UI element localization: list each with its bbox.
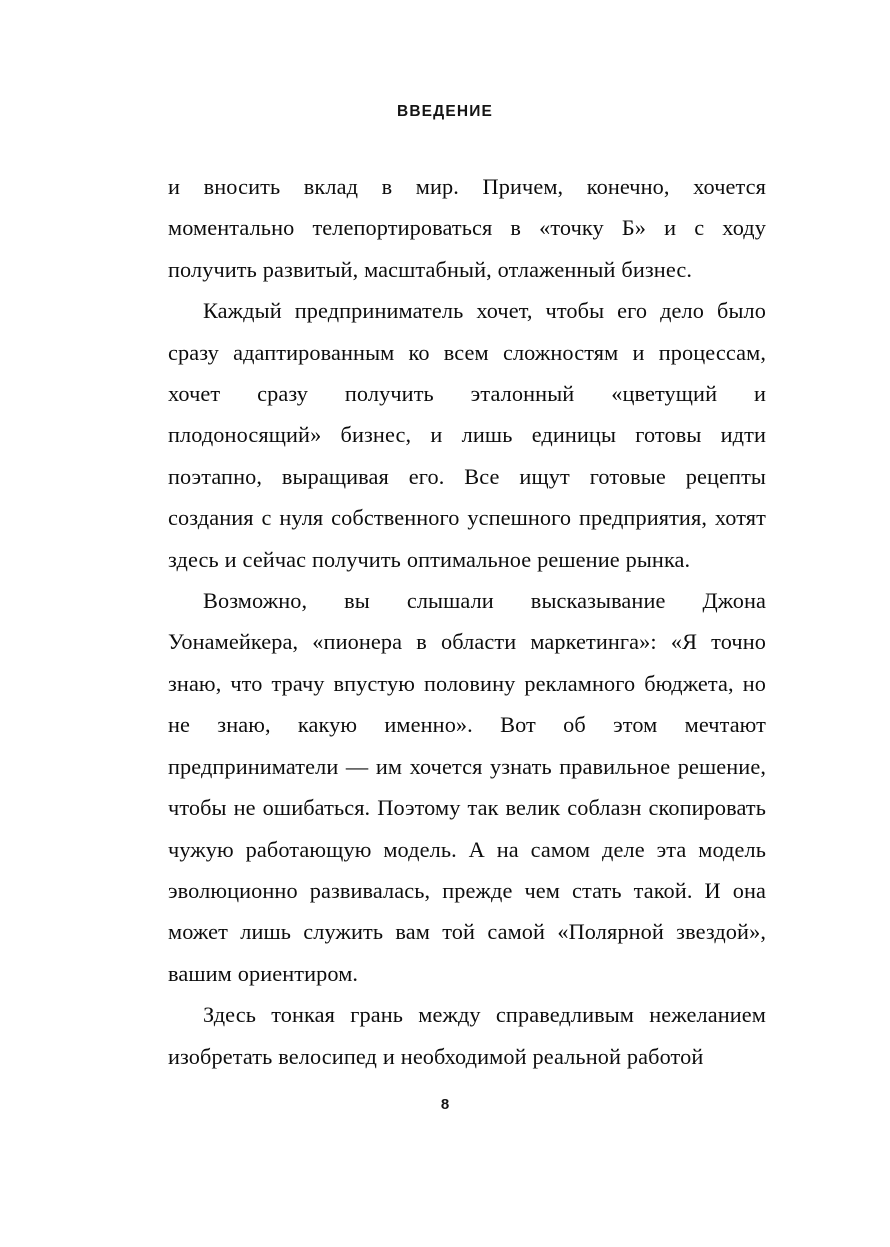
running-head: ВВЕДЕНИЕ	[397, 103, 493, 120]
page-number: 8	[440, 1096, 450, 1113]
body-paragraph: Каждый предприниматель хочет, чтобы его дело было сразу адаптированным ко всем сложностям и процессам, хочет сразу получить эталонный «цветущий и плодоносящий» бизнес, и лишь единицы готовы идти поэтапно, выращивая его. Все ищут готовые рецепты создания с нуля собственного успешного предприятия, хотят здесь и сейчас получить оптимальное решение рынка.	[168, 298, 766, 572]
text-column	[168, 166, 766, 1077]
body-paragraph: Возможно, вы слышали высказывание Джона Уонамейкера, «пионера в области маркетинга»: «Я точно знаю, что трачу впустую половину рекламного бюджета, но не знаю, какую именно». Вот об этом мечтают предприниматели — им хочется узнать правильное решение, чтобы не ошибаться. Поэтому так велик соблазн скопировать чужую работающую модель. А на самом деле эта модель эволюционно развивалась, прежде чем стать такой. И она может лишь служить вам той самой «Полярной звездой», вашим ориентиром.	[168, 588, 766, 986]
body-paragraph: и вносить вклад в мир. Причем, конечно, хочется моментально телепортироваться в «точку Б» и с ходу получить развитый, масштабный, отлаженный бизнес.	[168, 174, 766, 282]
body-paragraph: Здесь тонкая грань между справедливым нежеланием изобретать велосипед и необходимой реальной работой	[168, 1002, 766, 1069]
